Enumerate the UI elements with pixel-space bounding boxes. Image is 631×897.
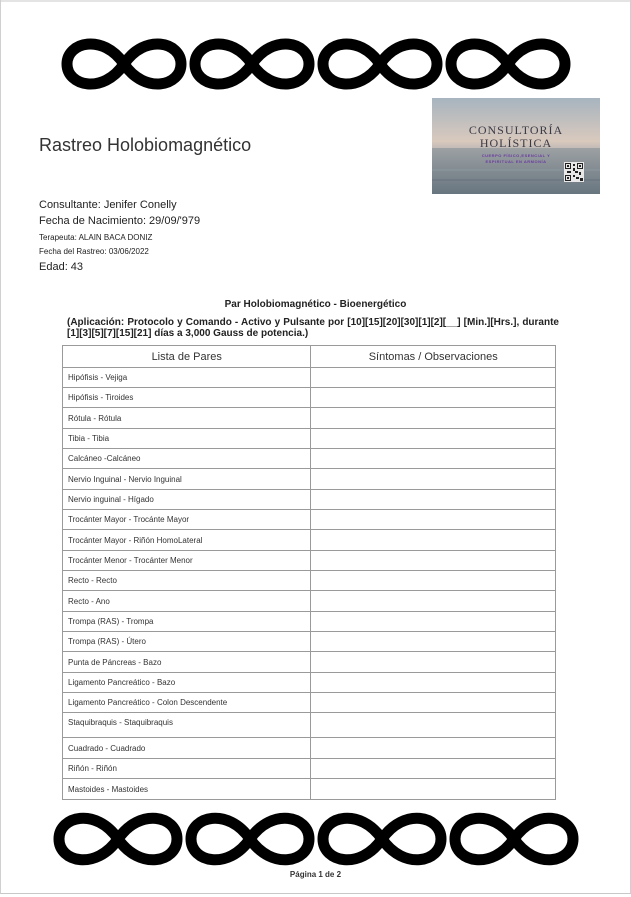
observation-cell [311,388,556,408]
pair-cell: Recto - Ano [63,591,311,612]
observation-cell [311,591,556,612]
consultante-field: Consultante: Jenifer Conelly [39,199,177,211]
pair-cell: Hipófisis - Vejiga [63,368,311,388]
table-row [63,759,556,779]
table-row [63,652,556,673]
observations-column-header: Síntomas / Observaciones [311,346,556,368]
application-note: (Aplicación: Protocolo y Comando - Activo y Pulsante por [10][15][20][30][1][2][__] [Min.][Hrs.], durante [1][3][5][7][15][21] días a 3,000 Gauss de potencia.) [67,317,559,339]
pair-cell: Staquibraquis - Staquibraquis [63,713,311,738]
pair-cell: Mastoides - Mastoides [63,779,311,800]
consultoria-logo [432,98,600,194]
table-row [63,388,556,408]
observation-cell [311,490,556,510]
observation-cell [311,469,556,490]
logo-title-line2: HOLÍSTICA [479,136,553,150]
pair-cell: Trocánter Mayor - Riñón HomoLateral [63,530,311,551]
therapist-field: Terapeuta: ALAIN BACA DONIZ [39,233,153,242]
table-row [63,632,556,652]
section-title: Par Holobiomagnético - Bioenergético [224,299,407,310]
pair-cell: Nervio inguinal - Hígado [63,490,311,510]
pairs-table [62,345,556,800]
table-row [63,779,556,800]
infinity-chain-bottom-icon [52,810,580,868]
pair-cell: Trocánter Mayor - Trocánte Mayor [63,510,311,530]
pair-cell: Trompa (RAS) - Trompa [63,612,311,632]
page-number: Página 1 de 2 [289,870,342,879]
scan-date-field: Fecha del Rastreo: 03/06/2022 [39,247,149,256]
table-row [63,449,556,469]
pair-cell: Cuadrado - Cuadrado [63,738,311,759]
pair-cell: Riñón - Riñón [63,759,311,779]
table-row [63,673,556,693]
table-row [63,530,556,551]
pair-cell: Ligamento Pancreático - Colon Descendente [63,693,311,713]
observation-cell [311,449,556,469]
logo-subtitle-line2: ESPIRITUAL EN ARMONÍA [485,159,547,164]
table-row [63,469,556,490]
observation-cell [311,551,556,571]
birthdate-field: Fecha de Nacimiento: 29/09/'979 [39,215,201,227]
observation-cell [311,408,556,429]
observation-cell [311,779,556,800]
observation-cell [311,693,556,713]
observation-cell [311,368,556,388]
pair-cell: Calcáneo -Calcáneo [63,449,311,469]
pair-cell: Rótula - Rótula [63,408,311,429]
table-row [63,571,556,591]
table-row [63,551,556,571]
table-row [63,368,556,388]
observation-cell [311,738,556,759]
observation-cell [311,510,556,530]
pair-cell: Hipófisis - Tiroides [63,388,311,408]
page-title: Rastreo Holobiomagnético [39,135,252,155]
pair-cell: Punta de Páncreas - Bazo [63,652,311,673]
table-row [63,510,556,530]
pair-cell: Tibia - Tibia [63,429,311,449]
pairs-column-header: Lista de Pares [63,346,311,368]
observation-cell [311,612,556,632]
logo-title-line1: CONSULTORÍA [468,123,564,137]
table-row [63,429,556,449]
table-row [63,693,556,713]
observation-cell [311,429,556,449]
table-row [63,738,556,759]
observation-cell [311,530,556,551]
table-row [63,713,556,738]
table-row [63,408,556,429]
logo-subtitle-line1: CUERPO FÍSICO,ESENCIAL Y [481,153,551,158]
observation-cell [311,652,556,673]
pair-cell: Recto - Recto [63,571,311,591]
pair-cell: Trompa (RAS) - Útero [63,632,311,652]
table-row [63,591,556,612]
observation-cell [311,673,556,693]
age-field: Edad: 43 [39,261,84,273]
infinity-chain-top-icon [60,36,572,92]
table-header-row [63,346,556,368]
observation-cell [311,632,556,652]
pair-cell: Ligamento Pancreático - Bazo [63,673,311,693]
observation-cell [311,759,556,779]
observation-cell [311,713,556,738]
pair-cell: Trocánter Menor - Trocánter Menor [63,551,311,571]
table-row [63,612,556,632]
qr-code-icon [564,162,584,182]
observation-cell [311,571,556,591]
pair-cell: Nervio Inguinal - Nervio Inguinal [63,469,311,490]
table-row [63,490,556,510]
